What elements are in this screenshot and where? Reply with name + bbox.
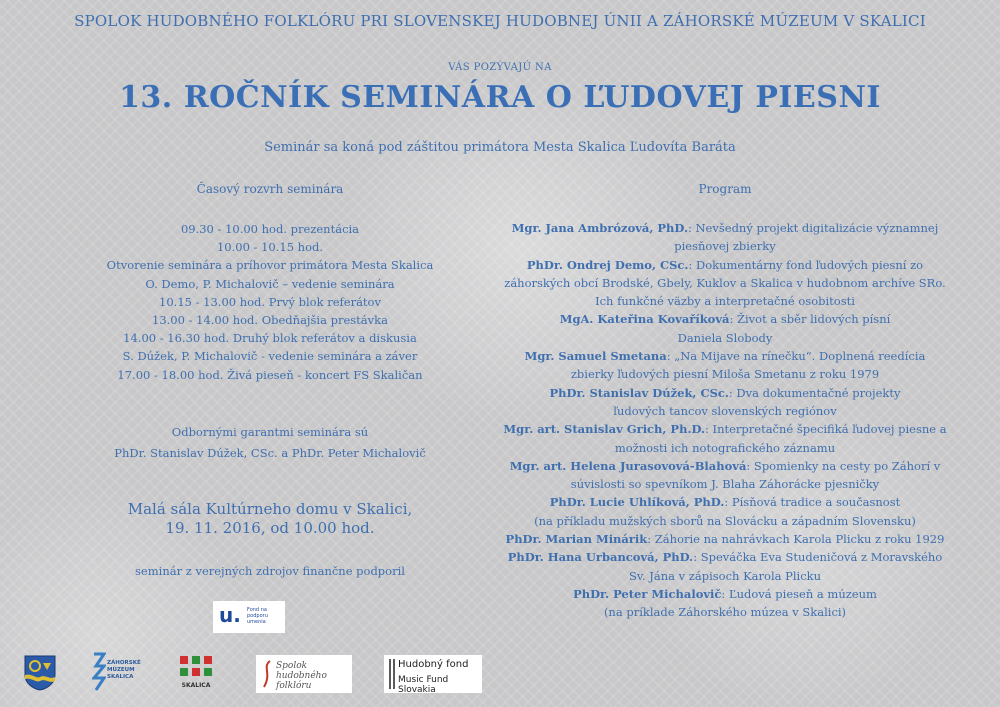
speaker-name: PhDr. Marian Minárik: [505, 532, 648, 547]
program-list: [480, 219, 970, 622]
talk-title: : Písňová tradice a současnost: [724, 495, 901, 510]
spolok-logo-mark-icon: [260, 659, 274, 689]
program-item: [480, 530, 970, 548]
schedule-line: 09.30 - 10.00 hod. prezentácia: [180, 222, 360, 236]
coat-of-arms-icon: [24, 655, 56, 691]
speaker-name: PhDr. Lucie Uhlíková, PhD.: [549, 495, 725, 510]
talk-title: : Dokumentárny fond ľudových piesní zo: [688, 257, 924, 272]
venue-place: Malá sála Kultúrneho domu v Skalici,: [127, 500, 413, 518]
program-item: [480, 256, 970, 274]
schedule-line: 13.00 - 14.00 hod. Obedňajšia prestávka: [152, 313, 388, 328]
page-title: 13. ROČNÍK SEMINÁRA O ĽUDOVEJ PIESNI: [119, 80, 881, 115]
talk-title: : Záhorie na nahrávkach Karola Plicku z roku 1929: [647, 532, 945, 547]
museum-logo-text: ZÁHORSKÉ MÚZEUM SKALICA: [107, 660, 141, 680]
hudobny-fond-logo: [384, 655, 482, 693]
program-item: [480, 548, 970, 566]
spolok-logo: [256, 655, 352, 693]
venue-date: 19. 11. 2016, od 10.00 hod.: [165, 519, 375, 537]
speaker-name: MgA. Kateřina Kovaříková: [559, 312, 730, 327]
organizers-line: SPOLOK HUDOBNÉHO FOLKLÓRU PRI SLOVENSKEJ HUDOBNEJ ÚNII A ZÁHORSKÉ MÚZEUM V SKALICI: [74, 12, 926, 30]
speaker-name: PhDr. Ondrej Demo, CSc.: [526, 257, 689, 272]
skalica-logo-text: SKALICA: [181, 682, 211, 689]
program-item: [480, 384, 970, 402]
program-item: [480, 493, 970, 511]
talk-title-cont: možnosti ich notografického záznamu: [614, 440, 836, 455]
schedule-heading: Časový rozvrh seminára: [196, 182, 344, 196]
talk-title-cont: Ich funkčné väzby a interpretačné osobitosti: [595, 294, 855, 309]
hudobny-fond-mark-icon: [388, 659, 398, 689]
speaker-name: PhDr. Peter Michalovič: [573, 586, 722, 601]
schedule-list: [90, 220, 450, 384]
talk-title-cont: súvislosti so spevníkom J. Blaha Záhorácke pjesničky: [570, 477, 880, 492]
program-item: [480, 585, 970, 603]
schedule-line: 14.00 - 16.30 hod. Druhý blok referátov a diskusia: [123, 331, 417, 346]
speaker-name: PhDr. Hana Urbancová, PhD.: [507, 550, 694, 565]
talk-title-cont: Sv. Jána v zápisoch Karola Plicku: [628, 568, 822, 583]
talk-title: : Interpretačné špecifiká ľudovej piesne a: [705, 422, 947, 437]
museum-logo: [92, 652, 140, 692]
talk-title-cont: zbierky ľudových piesní Miloša Smetanu z roku 1979: [570, 367, 880, 382]
program-item: [480, 457, 970, 475]
talk-title: : Život a sběr lidových písní: [729, 312, 891, 327]
talk-title-cont: ľudových tancov slovenských regiónov: [613, 403, 837, 418]
invite-line: VÁS POZÝVAJÚ NA: [448, 62, 552, 73]
program-item: [480, 420, 970, 438]
patron-line: Seminár sa koná pod záštitou primátora Mesta Skalica Ľudovíta Baráta: [264, 140, 736, 155]
program-item: [480, 219, 970, 237]
program-heading: Program: [698, 182, 752, 196]
guarantee-block: [90, 422, 450, 464]
schedule-line: Otvorenie seminára a príhovor primátora Mesta Skalica: [106, 258, 434, 273]
program-item: [480, 310, 970, 328]
talk-title: : Dva dokumentačné projekty: [728, 385, 901, 400]
speaker-name: Mgr. art. Helena Jurasovová-Blahová: [509, 458, 747, 473]
talk-title-cont: záhorských obcí Brodské, Gbely, Kuklov a Skalica v hudobnom archíve SRo.: [504, 275, 946, 290]
schedule-line: O. Demo, P. Michalovič – vedenie seminára: [145, 276, 395, 291]
spolok-logo-text: Spolok hudobného folklóru: [276, 661, 327, 691]
schedule-line: S. Dúžek, P. Michalovič - vedenie seminára a záver: [122, 349, 418, 364]
talk-title-cont: Daniela Slobody: [677, 330, 773, 345]
schedule-line: 10.15 - 13.00 hod. Prvý blok referátov: [159, 294, 381, 309]
talk-title: : Speváčka Eva Studeničová z Moravského: [693, 550, 943, 565]
talk-title-cont: (na príklade Záhorského múzea v Skalici): [603, 605, 847, 620]
talk-title: : Spomienky na cesty po Záhorí v: [746, 458, 941, 473]
support-line: seminár z verejných zdrojov finančne podporil: [135, 564, 405, 578]
skalica-logo-icon: [178, 654, 214, 678]
speaker-name: Mgr. Samuel Smetana: [524, 349, 667, 364]
talk-title: : Nevšedný projekt digitalizácie významnej: [687, 221, 939, 235]
guarantee-label: Odbornými garantmi seminára sú: [171, 425, 369, 439]
talk-title-cont: (na příkladu mužských sborů na Slovácku a západním Slovensku): [534, 513, 916, 528]
museum-logo-mark-icon: [92, 652, 106, 692]
speaker-name: Mgr. art. Stanislav Grich, Ph.D.: [503, 422, 706, 437]
talk-title-cont: piesňovej zbierky: [674, 239, 776, 254]
fund-logo-u-icon: u.: [219, 603, 241, 627]
guarantee-names: PhDr. Stanislav Dúžek, CSc. a PhDr. Peter Michalovič: [114, 446, 426, 460]
skalica-logo: [178, 654, 214, 688]
talk-title: : „Na Mijave na rínečku“. Doplnená reedícia: [666, 349, 926, 364]
fund-logo-text: Fond na podporu umenia: [247, 607, 268, 625]
program-item: [480, 347, 970, 365]
speaker-name: Mgr. Jana Ambrózová, PhD.: [511, 221, 688, 235]
hudobny-fond-title: Hudobný fond: [398, 659, 469, 670]
venue-block: [80, 500, 460, 538]
hudobny-fond-subtitle: Music Fund Slovakia: [398, 675, 449, 695]
talk-title: : Ľudová pieseň a múzeum: [721, 586, 877, 601]
schedule-line: 10.00 - 10.15 hod.: [216, 240, 324, 255]
schedule-line: 17.00 - 18.00 hod. Živá pieseň - koncert FS Skaličan: [117, 367, 423, 382]
speaker-name: PhDr. Stanislav Dúžek, CSc.: [549, 385, 729, 400]
fund-logo: [213, 601, 285, 633]
